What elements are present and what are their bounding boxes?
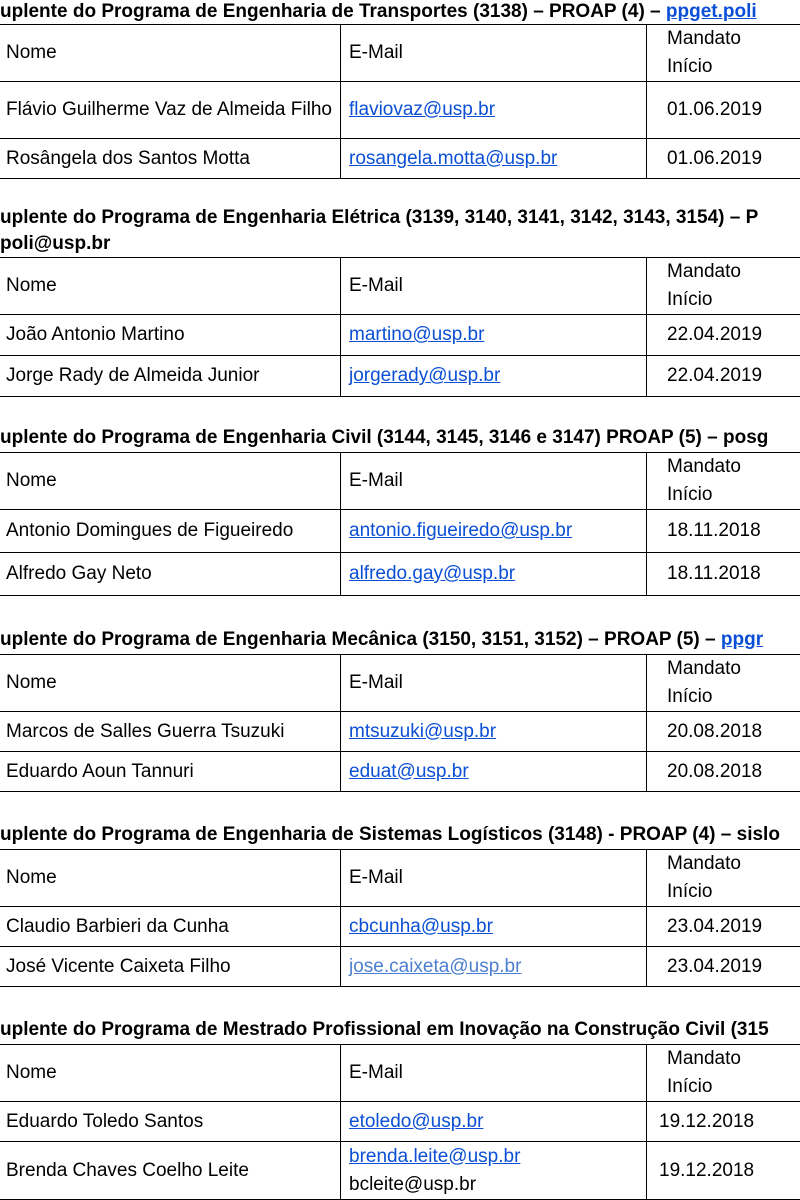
member-name: Eduardo Aoun Tannuri — [0, 752, 341, 792]
header-mandato-label: Mandato — [667, 853, 741, 874]
header-name: Nome — [0, 25, 341, 82]
member-email-cell — [341, 1102, 647, 1142]
header-email: E-Mail — [341, 25, 647, 82]
members-table — [0, 24, 800, 179]
table-row — [0, 1102, 800, 1142]
member-email-link[interactable]: eduat@usp.br — [349, 760, 469, 782]
member-email-cell — [341, 553, 647, 596]
member-email-link[interactable]: mtsuzuki@usp.br — [349, 720, 497, 742]
header-email: E-Mail — [341, 258, 647, 315]
header-name: Nome — [0, 850, 341, 907]
section-heading-line2: poli@usp.br — [0, 233, 111, 254]
table-header-row — [0, 453, 800, 510]
header-mandato-label: Mandato — [667, 261, 741, 282]
member-date: 23.04.2019 — [647, 947, 800, 987]
table-row — [0, 947, 800, 987]
member-name: Alfredo Gay Neto — [0, 553, 341, 596]
member-date: 01.06.2019 — [647, 82, 800, 139]
table-row — [0, 907, 800, 947]
member-email-cell — [341, 752, 647, 792]
member-email-secondary: bcleite@usp.br — [349, 1173, 477, 1195]
section-heading: uplente do Programa de Engenharia de Sistemas Logísticos (3148) - PROAP (4) – sislo — [0, 824, 780, 845]
member-email-link[interactable]: rosangela.motta@usp.br — [349, 147, 558, 169]
member-email-link[interactable]: antonio.figueiredo@usp.br — [349, 520, 573, 541]
member-email-cell — [341, 139, 647, 179]
header-inicio-label: Início — [667, 686, 713, 707]
table-row — [0, 510, 800, 553]
header-name: Nome — [0, 1045, 341, 1102]
header-mandato-label: Mandato — [667, 1048, 741, 1069]
members-table — [0, 849, 800, 987]
member-date: 22.04.2019 — [647, 356, 800, 397]
member-name: Jorge Rady de Almeida Junior — [0, 356, 341, 397]
header-inicio-label: Início — [667, 56, 713, 77]
member-date: 20.08.2018 — [647, 712, 800, 752]
member-email-cell — [341, 315, 647, 356]
member-date: 23.04.2019 — [647, 907, 800, 947]
member-email-cell — [341, 1142, 647, 1200]
header-mandato — [647, 655, 800, 712]
member-email-link[interactable]: brenda.leite@usp.br — [349, 1145, 521, 1167]
table-row — [0, 553, 800, 596]
header-mandato — [647, 850, 800, 907]
table-row — [0, 712, 800, 752]
header-mandato-label: Mandato — [667, 28, 741, 49]
header-inicio-label: Início — [667, 484, 713, 505]
member-name: Flávio Guilherme Vaz de Almeida Filho — [0, 82, 341, 139]
table-header-row — [0, 655, 800, 712]
header-mandato — [647, 25, 800, 82]
member-email-cell — [341, 510, 647, 553]
header-name: Nome — [0, 258, 341, 315]
header-email: E-Mail — [341, 850, 647, 907]
heading-text: uplente do Programa de Engenharia de Transportes (3138) – PROAP (4) – — [0, 1, 666, 22]
member-name: José Vicente Caixeta Filho — [0, 947, 341, 987]
header-email: E-Mail — [341, 453, 647, 510]
header-mandato-label: Mandato — [667, 658, 741, 679]
section-heading: uplente do Programa de Mestrado Profissional em Inovação na Construção Civil (315 — [0, 1019, 769, 1040]
member-name: Claudio Barbieri da Cunha — [0, 907, 341, 947]
header-mandato — [647, 258, 800, 315]
member-name: Marcos de Salles Guerra Tsuzuki — [0, 712, 341, 752]
header-mandato-label: Mandato — [667, 456, 741, 477]
member-email-cell — [341, 947, 647, 987]
header-email: E-Mail — [341, 1045, 647, 1102]
member-date: 19.12.2018 — [647, 1102, 800, 1142]
member-date: 19.12.2018 — [647, 1142, 800, 1200]
header-inicio-label: Início — [667, 289, 713, 310]
table-row — [0, 139, 800, 179]
members-table — [0, 654, 800, 792]
section-heading — [0, 628, 763, 652]
table-row — [0, 356, 800, 397]
member-date: 22.04.2019 — [647, 315, 800, 356]
table-header-row — [0, 258, 800, 315]
member-email-link[interactable]: alfredo.gay@usp.br — [349, 563, 516, 584]
members-table — [0, 452, 800, 596]
table-row — [0, 1142, 800, 1200]
member-email-link[interactable]: jorgerady@usp.br — [349, 365, 501, 386]
member-date: 18.11.2018 — [647, 553, 800, 596]
member-email-link[interactable]: flaviovaz@usp.br — [349, 99, 496, 120]
member-email-link[interactable]: martino@usp.br — [349, 324, 485, 345]
member-name: Rosângela dos Santos Motta — [0, 139, 341, 179]
member-date: 18.11.2018 — [647, 510, 800, 553]
section-heading: uplente do Programa de Engenharia Elétrica (3139, 3140, 3141, 3142, 3143, 3154) – P — [0, 207, 759, 228]
member-name: Eduardo Toledo Santos — [0, 1102, 341, 1142]
table-row — [0, 82, 800, 139]
header-name: Nome — [0, 453, 341, 510]
header-mandato — [647, 453, 800, 510]
member-name: João Antonio Martino — [0, 315, 341, 356]
table-row — [0, 315, 800, 356]
section-heading — [0, 0, 757, 24]
header-inicio-label: Início — [667, 1076, 713, 1097]
table-row — [0, 752, 800, 792]
member-date: 01.06.2019 — [647, 139, 800, 179]
member-date: 20.08.2018 — [647, 752, 800, 792]
member-name: Antonio Domingues de Figueiredo — [0, 510, 341, 553]
table-header-row — [0, 1045, 800, 1102]
header-email: E-Mail — [341, 655, 647, 712]
heading-link[interactable]: ppget.poli — [665, 1, 757, 22]
member-email-link[interactable]: jose.caixeta@usp.br — [349, 955, 522, 977]
section-heading: uplente do Programa de Engenharia Civil (3144, 3145, 3146 e 3147) PROAP (5) – posg — [0, 427, 769, 448]
members-table — [0, 257, 800, 397]
member-email-cell — [341, 356, 647, 397]
member-email-cell — [341, 82, 647, 139]
header-inicio-label: Início — [667, 881, 713, 902]
heading-text: uplente do Programa de Engenharia Mecânica (3150, 3151, 3152) – PROAP (5) – — [0, 629, 721, 650]
table-header-row — [0, 850, 800, 907]
member-email-link[interactable]: cbcunha@usp.br — [349, 915, 493, 937]
heading-link[interactable]: ppgr — [720, 629, 764, 650]
header-mandato — [647, 1045, 800, 1102]
header-name: Nome — [0, 655, 341, 712]
members-table — [0, 1044, 800, 1200]
table-header-row — [0, 25, 800, 82]
member-name: Brenda Chaves Coelho Leite — [0, 1142, 341, 1200]
member-email-cell — [341, 712, 647, 752]
member-email-link[interactable]: etoledo@usp.br — [349, 1110, 484, 1132]
member-email-cell — [341, 907, 647, 947]
